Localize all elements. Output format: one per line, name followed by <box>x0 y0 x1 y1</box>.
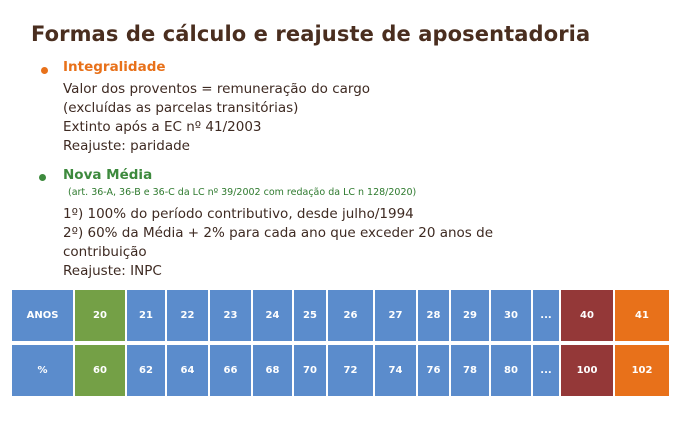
table-cell-pct: 66 <box>210 345 251 396</box>
section1-line: Extinto após a EC nº 41/2003 <box>63 119 262 135</box>
table-cell-anos-20: 20 <box>75 290 125 341</box>
legal-reference: (art. 36-A, 36-B e 36-C da LC nº 39/2002 com redação da LC n 128/2020) <box>68 187 417 198</box>
table-cell-anos: 22 <box>167 290 208 341</box>
table-cell-pct-header: % <box>12 345 73 396</box>
table-cell-pct: 72 <box>328 345 373 396</box>
section-heading-nova-media: Nova Média <box>63 167 153 183</box>
table-cell-pct: 74 <box>375 345 416 396</box>
table-cell-pct: 64 <box>167 345 208 396</box>
section-heading-integralidade: Integralidade <box>63 59 166 75</box>
table-cell-anos: 25 <box>294 290 326 341</box>
section1-line: Reajuste: paridade <box>63 138 190 154</box>
table-cell-pct-100: 100 <box>561 345 613 396</box>
bullet-orange <box>41 67 48 74</box>
table-cell-pct-ellipsis: ... <box>533 345 559 396</box>
table-cell-anos: 28 <box>418 290 449 341</box>
table-cell-anos: 27 <box>375 290 416 341</box>
section1-line: (excluídas as parcelas transitórias) <box>63 100 299 116</box>
section2-line: contribuição <box>63 244 147 260</box>
table-cell-pct: 78 <box>451 345 489 396</box>
table-cell-pct: 68 <box>253 345 292 396</box>
table-cell-pct: 80 <box>491 345 531 396</box>
table-cell-anos-ellipsis: ... <box>533 290 559 341</box>
table-cell-pct: 76 <box>418 345 449 396</box>
table-cell-pct-60: 60 <box>75 345 125 396</box>
section2-line: Reajuste: INPC <box>63 263 162 279</box>
section2-line: 1º) 100% do período contributivo, desde julho/1994 <box>63 206 414 222</box>
table-cell-anos: 26 <box>328 290 373 341</box>
section2-line: 2º) 60% da Média + 2% para cada ano que exceder 20 anos de <box>63 225 493 241</box>
bullet-green <box>39 174 46 181</box>
table-cell-anos: 29 <box>451 290 489 341</box>
table-cell-anos: 21 <box>127 290 165 341</box>
table-cell-pct: 70 <box>294 345 326 396</box>
table-cell-anos: 24 <box>253 290 292 341</box>
table-cell-anos-header: ANOS <box>12 290 73 341</box>
table-cell-pct-102: 102 <box>615 345 669 396</box>
page-title: Formas de cálculo e reajuste de aposentadoria <box>31 22 591 46</box>
table-cell-pct: 62 <box>127 345 165 396</box>
table-cell-anos: 23 <box>210 290 251 341</box>
table-cell-anos-41: 41 <box>615 290 669 341</box>
section1-line: Valor dos proventos = remuneração do cargo <box>63 81 371 97</box>
table-cell-anos-40: 40 <box>561 290 613 341</box>
table-cell-anos: 30 <box>491 290 531 341</box>
